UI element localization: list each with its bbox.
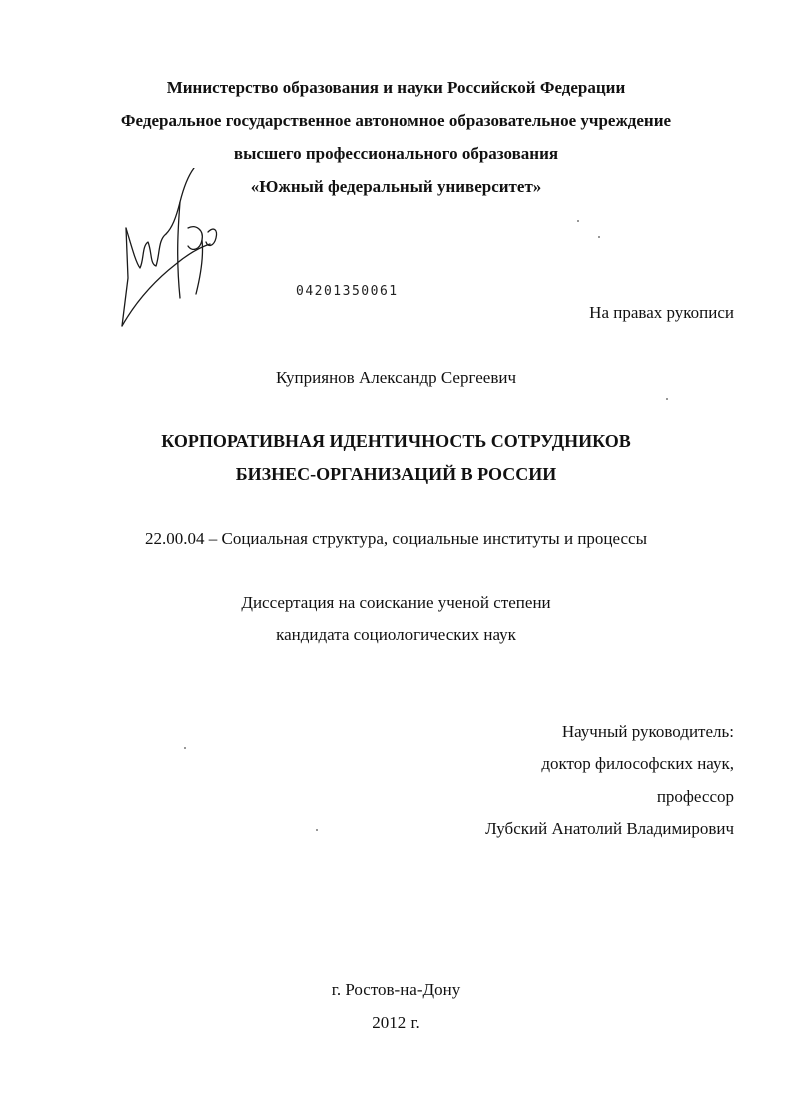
scan-speck (598, 236, 600, 238)
specialty-code: 22.00.04 – Социальная структура, социальные институты и процессы (144, 529, 647, 548)
author-signature (118, 168, 228, 328)
supervisor-degree: доктор философских наук, (541, 754, 734, 773)
registration-number: 04201350061 (296, 284, 399, 299)
supervisor-label: Научный руководитель: (561, 722, 734, 741)
author-name: Куприянов Александр Сергеевич (276, 368, 516, 387)
ministry-heading: Министерство образования и науки Российской Федерации (166, 78, 626, 97)
city: г. Ростов-на-Дону (331, 980, 461, 999)
degree-line1: Диссертация на соискание ученой степени (241, 593, 551, 612)
institution-heading-line2: высшего профессионального образования (233, 144, 559, 163)
scan-speck (316, 829, 318, 831)
dissertation-title-line1: КОРПОРАТИВНАЯ ИДЕНТИЧНОСТЬ СОТРУДНИКОВ (161, 431, 631, 451)
year: 2012 г. (372, 1013, 420, 1032)
scan-speck (184, 747, 186, 749)
supervisor-name: Лубский Анатолий Владимирович (485, 819, 734, 838)
university-heading: «Южный федеральный университет» (250, 177, 542, 196)
scan-speck (666, 398, 668, 400)
institution-heading-line1: Федеральное государственное автономное образовательное учреждение (120, 111, 672, 130)
dissertation-title-line2: БИЗНЕС-ОРГАНИЗАЦИЙ В РОССИИ (235, 464, 557, 484)
supervisor-rank: профессор (656, 787, 734, 806)
manuscript-note: На правах рукописи (589, 303, 734, 322)
degree-line2: кандидата социологических наук (276, 625, 516, 644)
scan-speck (577, 220, 579, 222)
